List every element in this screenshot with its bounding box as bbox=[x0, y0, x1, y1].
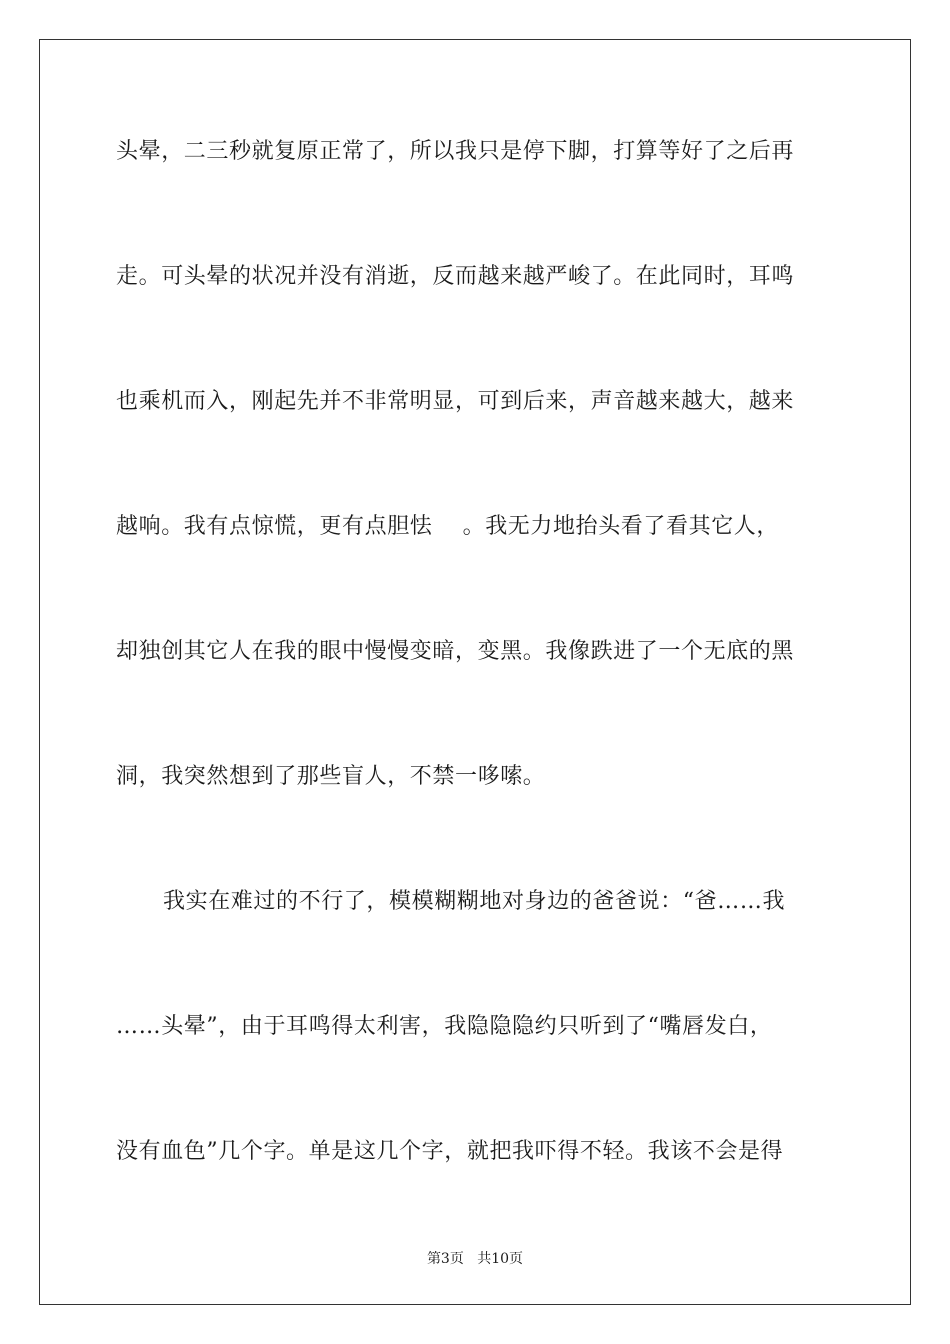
page-footer bbox=[0, 1250, 950, 1268]
paragraph-line: 头晕，二三秒就复原正常了，所以我只是停下脚，打算等好了之后再 bbox=[116, 139, 795, 164]
paragraph-line: 走。可头晕的状况并没有消逝，反而越来越严峻了。在此同时，耳鸣 bbox=[116, 264, 795, 289]
paragraph-line: 却独创其它人在我的眼中慢慢变暗，变黑。我像跌进了一个无底的黑 bbox=[116, 639, 795, 664]
paragraph-line: 也乘机而入，刚起先并不非常明显，可到后来，声音越来越大，越来 bbox=[116, 389, 795, 414]
paragraph-line: ……头晕”，由于耳鸣得太利害，我隐隐隐约只听到了“嘴唇发白， bbox=[116, 1014, 773, 1039]
paragraph-line: 越响。我有点惊慌，更有点胆怯 。我无力地抬头看了看其它人， bbox=[116, 514, 779, 539]
paragraph-line: 洞，我突然想到了那些盲人，不禁一哆嗦。 bbox=[116, 764, 546, 789]
page-total: 共10页 bbox=[477, 1251, 524, 1267]
paragraph-line: 没有血色”几个字。单是这几个字，就把我吓得不轻。我该不会是得 bbox=[116, 1139, 784, 1164]
page-number: 第3页 bbox=[426, 1251, 464, 1267]
page-border bbox=[39, 39, 911, 1305]
paragraph-line: 我实在难过的不行了，模模糊糊地对身边的爸爸说：“爸……我 bbox=[163, 889, 786, 914]
